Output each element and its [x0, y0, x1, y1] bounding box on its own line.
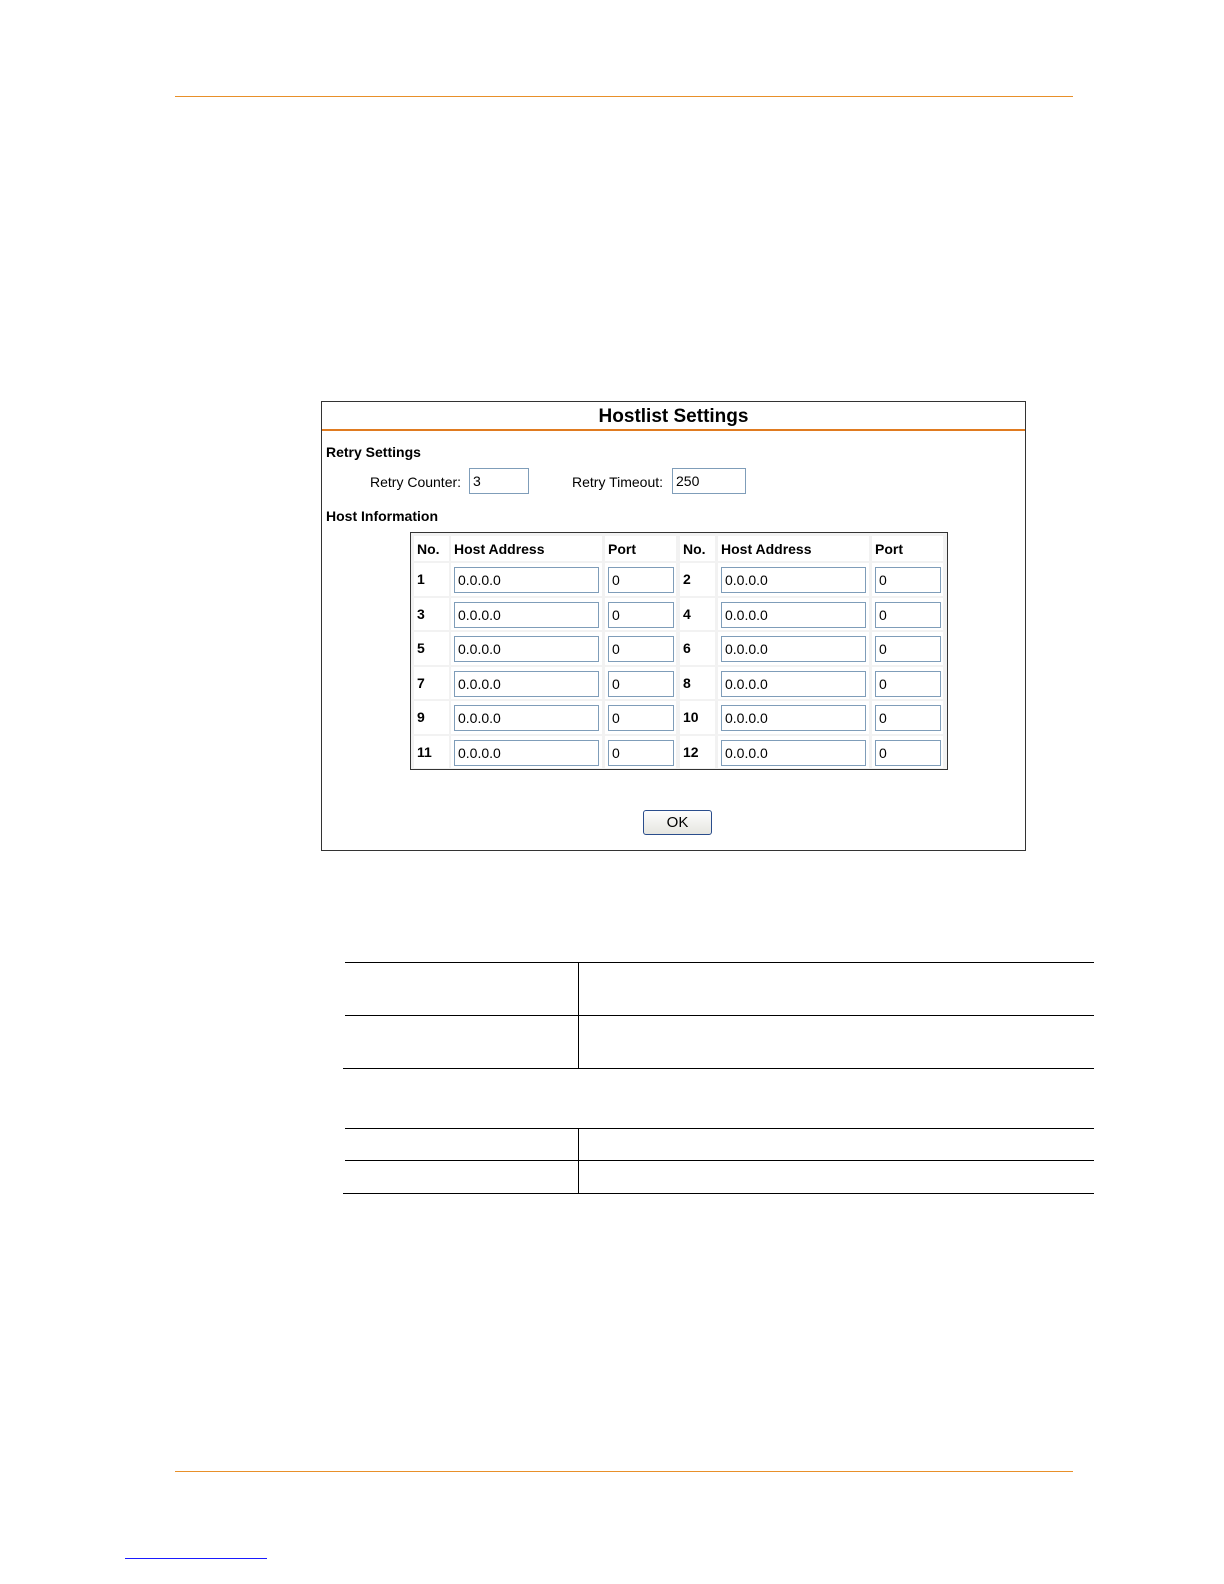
host-address-cell — [451, 667, 602, 700]
ok-button[interactable]: OK — [643, 810, 712, 835]
host-address-cell — [718, 667, 869, 700]
port-cell — [872, 701, 943, 734]
host-table-header-no: No. — [680, 536, 715, 561]
host-table-header-no: No. — [414, 536, 449, 561]
host-address-input[interactable] — [454, 671, 599, 697]
host-number: 5 — [414, 632, 449, 665]
port-cell — [872, 736, 943, 769]
host-number: 9 — [414, 701, 449, 734]
host-number: 2 — [680, 563, 715, 596]
host-address-cell — [718, 632, 869, 665]
host-address-input[interactable] — [454, 705, 599, 731]
retry-timeout-label: Retry Timeout: — [572, 474, 664, 490]
port-input[interactable] — [875, 705, 941, 731]
host-number: 12 — [680, 736, 715, 769]
host-number: 4 — [680, 598, 715, 631]
retry-settings-heading: Retry Settings — [326, 444, 421, 460]
panel-title: Hostlist Settings — [322, 402, 1025, 431]
retry-counter-input[interactable] — [469, 468, 529, 494]
host-table-header-address: Host Address — [718, 536, 869, 561]
port-input[interactable] — [608, 636, 674, 662]
host-address-cell — [718, 736, 869, 769]
port-input[interactable] — [875, 671, 941, 697]
host-number: 3 — [414, 598, 449, 631]
host-number: 8 — [680, 667, 715, 700]
port-cell — [605, 701, 676, 734]
port-input[interactable] — [875, 567, 941, 593]
port-input[interactable] — [608, 602, 674, 628]
host-address-input[interactable] — [454, 740, 599, 766]
port-input[interactable] — [608, 740, 674, 766]
port-cell — [605, 736, 676, 769]
host-address-cell — [451, 598, 602, 631]
host-number: 11 — [414, 736, 449, 769]
port-cell — [605, 667, 676, 700]
host-number: 6 — [680, 632, 715, 665]
host-address-input[interactable] — [721, 740, 866, 766]
port-cell — [872, 598, 943, 631]
host-address-input[interactable] — [721, 567, 866, 593]
host-number: 1 — [414, 563, 449, 596]
host-address-cell — [718, 701, 869, 734]
port-input[interactable] — [875, 602, 941, 628]
host-information-heading: Host Information — [326, 508, 438, 524]
host-address-cell — [451, 736, 602, 769]
host-address-cell — [718, 563, 869, 596]
host-address-input[interactable] — [721, 705, 866, 731]
header-rule — [175, 96, 1073, 97]
host-address-cell — [451, 701, 602, 734]
host-address-cell — [451, 563, 602, 596]
port-cell — [872, 563, 943, 596]
host-address-cell — [451, 632, 602, 665]
host-table-header-address: Host Address — [451, 536, 602, 561]
host-number: 10 — [680, 701, 715, 734]
port-input[interactable] — [875, 740, 941, 766]
host-address-input[interactable] — [721, 671, 866, 697]
retry-counter-label: Retry Counter: — [370, 474, 462, 490]
port-cell — [605, 632, 676, 665]
host-address-input[interactable] — [721, 602, 866, 628]
port-cell — [605, 563, 676, 596]
host-table-header-port: Port — [605, 536, 676, 561]
footer-link-underline — [125, 1558, 267, 1559]
footer-rule — [175, 1471, 1073, 1472]
port-input[interactable] — [608, 567, 674, 593]
port-input[interactable] — [875, 636, 941, 662]
host-number: 7 — [414, 667, 449, 700]
host-address-input[interactable] — [454, 567, 599, 593]
hostlist-settings-panel — [321, 401, 1026, 851]
port-cell — [872, 667, 943, 700]
retry-timeout-input[interactable] — [672, 468, 746, 494]
port-cell — [605, 598, 676, 631]
host-address-cell — [718, 598, 869, 631]
host-address-input[interactable] — [454, 636, 599, 662]
host-table-header-port: Port — [872, 536, 943, 561]
host-address-input[interactable] — [454, 602, 599, 628]
port-cell — [872, 632, 943, 665]
host-address-input[interactable] — [721, 636, 866, 662]
port-input[interactable] — [608, 671, 674, 697]
host-table — [410, 532, 948, 770]
port-input[interactable] — [608, 705, 674, 731]
